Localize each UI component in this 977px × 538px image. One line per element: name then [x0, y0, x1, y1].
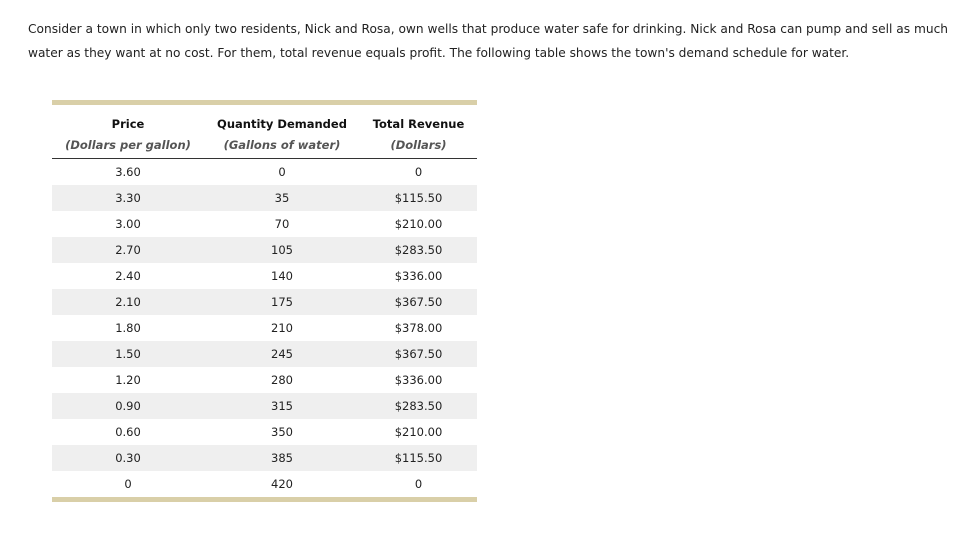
cell-price: 3.30	[52, 185, 204, 211]
cell-price: 0	[124, 477, 132, 491]
table-unit-row	[52, 138, 477, 159]
header-quantity-demanded: Quantity Demanded	[217, 117, 347, 131]
table-row	[52, 289, 477, 315]
demand-schedule-table-container	[52, 100, 477, 502]
table-row	[52, 393, 477, 419]
table-row	[52, 445, 477, 471]
table-row	[52, 237, 477, 263]
cell-price: 2.10	[52, 289, 204, 315]
cell-price: 3.00	[115, 217, 141, 231]
cell-price: 2.70	[52, 237, 204, 263]
table-row	[52, 419, 477, 445]
cell-quantity: 280	[271, 373, 293, 387]
cell-quantity: 350	[271, 425, 293, 439]
table-header-row	[52, 105, 477, 138]
intro-paragraph: Consider a town in which only two residents, Nick and Rosa, own wells that produce water safe for drinking. Nick and Rosa can pump and sell as much water as they want at no cost. For them, total revenue equals profit. The following table shows the town's demand schedule for water.	[28, 22, 948, 60]
cell-price: 1.20	[115, 373, 141, 387]
table-row	[52, 211, 477, 237]
cell-price: 0.90	[52, 393, 204, 419]
cell-revenue: $283.50	[360, 237, 477, 263]
cell-quantity: 70	[274, 217, 290, 231]
cell-quantity: 175	[204, 289, 360, 315]
cell-quantity: 420	[271, 477, 293, 491]
table-row	[52, 159, 477, 186]
table-row	[52, 471, 477, 497]
cell-revenue: $336.00	[394, 373, 443, 387]
cell-quantity: 210	[271, 321, 293, 335]
table-row	[52, 341, 477, 367]
unit-price: (Dollars per gallon)	[52, 138, 204, 159]
cell-price: 0.30	[52, 445, 204, 471]
cell-revenue: $115.50	[360, 445, 477, 471]
table-row	[52, 367, 477, 393]
cell-price: 3.60	[115, 165, 141, 179]
cell-quantity: 385	[204, 445, 360, 471]
demand-schedule-table	[52, 105, 477, 497]
unit-quantity-demanded: (Gallons of water)	[204, 138, 360, 159]
cell-revenue: $367.50	[360, 341, 477, 367]
unit-total-revenue: (Dollars)	[360, 138, 477, 159]
cell-price: 1.50	[52, 341, 204, 367]
header-total-revenue: Total Revenue	[372, 117, 465, 131]
cell-revenue: $210.00	[394, 217, 443, 231]
cell-price: 0.60	[115, 425, 141, 439]
cell-quantity: 105	[204, 237, 360, 263]
table-row	[52, 263, 477, 289]
cell-revenue: $283.50	[360, 393, 477, 419]
cell-quantity: 140	[271, 269, 293, 283]
cell-revenue: 0	[414, 165, 423, 179]
table-row	[52, 315, 477, 341]
cell-revenue: $378.00	[394, 321, 443, 335]
cell-quantity: 0	[278, 165, 286, 179]
cell-quantity: 35	[204, 185, 360, 211]
header-price: Price	[111, 117, 145, 131]
cell-quantity: 245	[204, 341, 360, 367]
table-row	[52, 185, 477, 211]
cell-revenue: $336.00	[394, 269, 443, 283]
cell-price: 1.80	[115, 321, 141, 335]
cell-revenue: $210.00	[394, 425, 443, 439]
cell-revenue: 0	[414, 477, 423, 491]
cell-revenue: $367.50	[360, 289, 477, 315]
cell-price: 2.40	[115, 269, 141, 283]
cell-quantity: 315	[204, 393, 360, 419]
cell-revenue: $115.50	[360, 185, 477, 211]
